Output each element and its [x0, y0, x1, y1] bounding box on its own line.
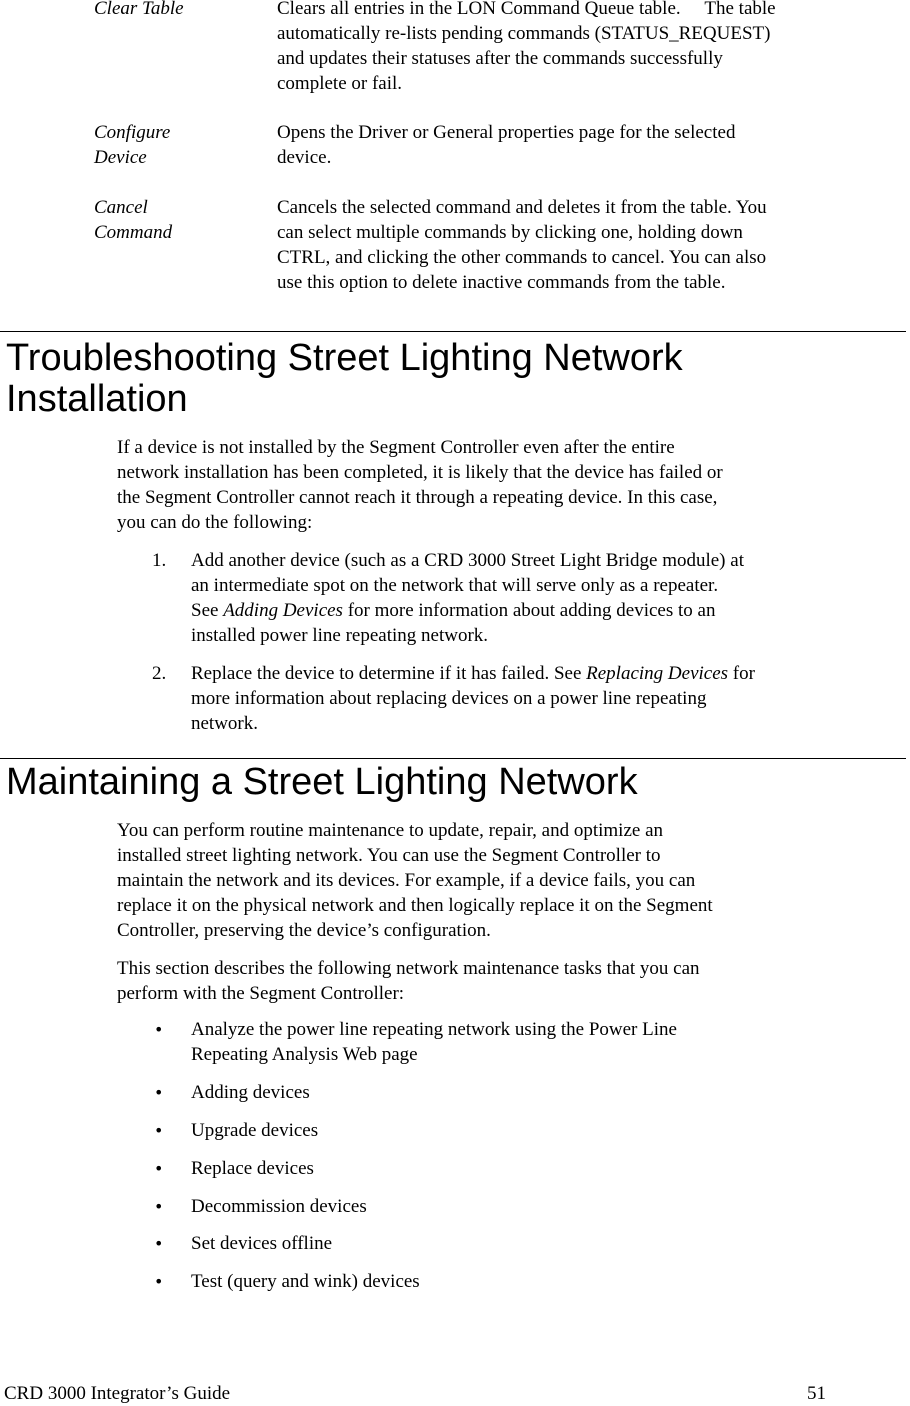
step-line: Add another device (such as a CRD 3000 Street Light Bridge module) at: [191, 550, 744, 571]
para-line: If a device is not installed by the Segment Controller even after the entire: [117, 437, 675, 458]
text-run: Replace the device to determine if it has failed. See: [191, 663, 587, 684]
heading-maintaining: Maintaining a Street Lighting Network: [6, 761, 638, 803]
step-2-text: [191, 661, 901, 736]
xref-replacing-devices[interactable]: Replacing Devices: [586, 663, 729, 684]
desc-configure-device: [277, 120, 907, 170]
term-line: Cancel: [94, 197, 148, 218]
para-line: perform with the Segment Controller:: [117, 983, 405, 1004]
desc-line: device.: [277, 147, 332, 168]
desc-line: Clears all entries in the LON Command Queue table. The table: [277, 0, 776, 19]
para-line: the Segment Controller cannot reach it through a repeating device. In this case,: [117, 487, 718, 508]
list-item: Test (query and wink) devices: [191, 1271, 420, 1292]
step-line: more information about replacing devices on a power line repeating: [191, 688, 707, 709]
term-configure-device: [94, 120, 264, 170]
troubleshooting-intro: [117, 435, 897, 535]
step-line: network.: [191, 713, 259, 734]
text-run: for more information about adding devices to an: [342, 600, 716, 621]
step-line: an intermediate spot on the network that will serve only as a repeater.: [191, 575, 719, 596]
heading-line: Troubleshooting Street Lighting Network: [6, 337, 683, 379]
bullet-icon: •: [154, 1272, 164, 1291]
heading-troubleshooting: [6, 338, 896, 420]
para-line: you can do the following:: [117, 512, 313, 533]
term-line: Command: [94, 222, 173, 243]
term-cancel-command: [94, 195, 264, 245]
para-line: This section describes the following network maintenance tasks that you can: [117, 958, 700, 979]
bullet-icon: •: [154, 1159, 164, 1178]
step-number: 2.: [152, 663, 167, 684]
list-line: Analyze the power line repeating network using the Power Line: [191, 1019, 677, 1040]
section-divider: [0, 331, 906, 332]
page-number: 51: [807, 1383, 826, 1404]
step-line: [191, 661, 901, 686]
step-line: installed power line repeating network.: [191, 625, 489, 646]
para-line: Controller, preserving the device’s configuration.: [117, 920, 491, 941]
step-number: 1.: [152, 550, 167, 571]
desc-line: CTRL, and clicking the other commands to cancel. You can also: [277, 247, 767, 268]
term-clear-table: Clear Table: [94, 0, 184, 19]
term-line: Device: [94, 147, 147, 168]
bullet-icon: •: [154, 1234, 164, 1253]
list-line: Repeating Analysis Web page: [191, 1044, 418, 1065]
footer-title: CRD 3000 Integrator’s Guide: [4, 1383, 231, 1404]
xref-adding-devices[interactable]: Adding Devices: [223, 600, 343, 621]
desc-line: Opens the Driver or General properties page for the selected: [277, 122, 736, 143]
desc-cancel-command: [277, 195, 907, 295]
para-line: network installation has been completed, it is likely that the device has failed or: [117, 462, 723, 483]
para-line: installed street lighting network. You can use the Segment Controller to: [117, 845, 661, 866]
para-line: You can perform routine maintenance to update, repair, and optimize an: [117, 820, 664, 841]
desc-line: Cancels the selected command and deletes it from the table. You: [277, 197, 767, 218]
text-run: See: [191, 600, 224, 621]
bullet-icon: •: [154, 1020, 164, 1039]
text-run: for: [728, 663, 755, 684]
bullet-icon: •: [154, 1121, 164, 1140]
list-item: Adding devices: [191, 1082, 310, 1103]
step-1-text: [191, 548, 901, 648]
desc-line: use this option to delete inactive commands from the table.: [277, 272, 726, 293]
heading-line: Installation: [6, 378, 188, 420]
section-divider: [0, 758, 906, 759]
desc-line: automatically re-lists pending commands (STATUS_REQUEST): [277, 23, 771, 44]
list-item: Upgrade devices: [191, 1120, 319, 1141]
list-item: Replace devices: [191, 1158, 314, 1179]
desc-line: and updates their statuses after the commands successfully: [277, 48, 723, 69]
desc-line: can select multiple commands by clicking one, holding down: [277, 222, 743, 243]
para-line: replace it on the physical network and then logically replace it on the Segment: [117, 895, 713, 916]
step-line: [191, 598, 901, 623]
para-line: maintain the network and its devices. For example, if a device fails, you can: [117, 870, 696, 891]
list-item: Set devices offline: [191, 1233, 333, 1254]
desc-clear-table: [277, 0, 907, 96]
desc-line: complete or fail.: [277, 73, 403, 94]
maintaining-para-2: [117, 956, 897, 1006]
bullet-icon: •: [154, 1083, 164, 1102]
list-item: Decommission devices: [191, 1196, 367, 1217]
list-item: [191, 1017, 901, 1067]
bullet-icon: •: [154, 1197, 164, 1216]
maintaining-para-1: [117, 818, 897, 943]
term-line: Configure: [94, 122, 171, 143]
